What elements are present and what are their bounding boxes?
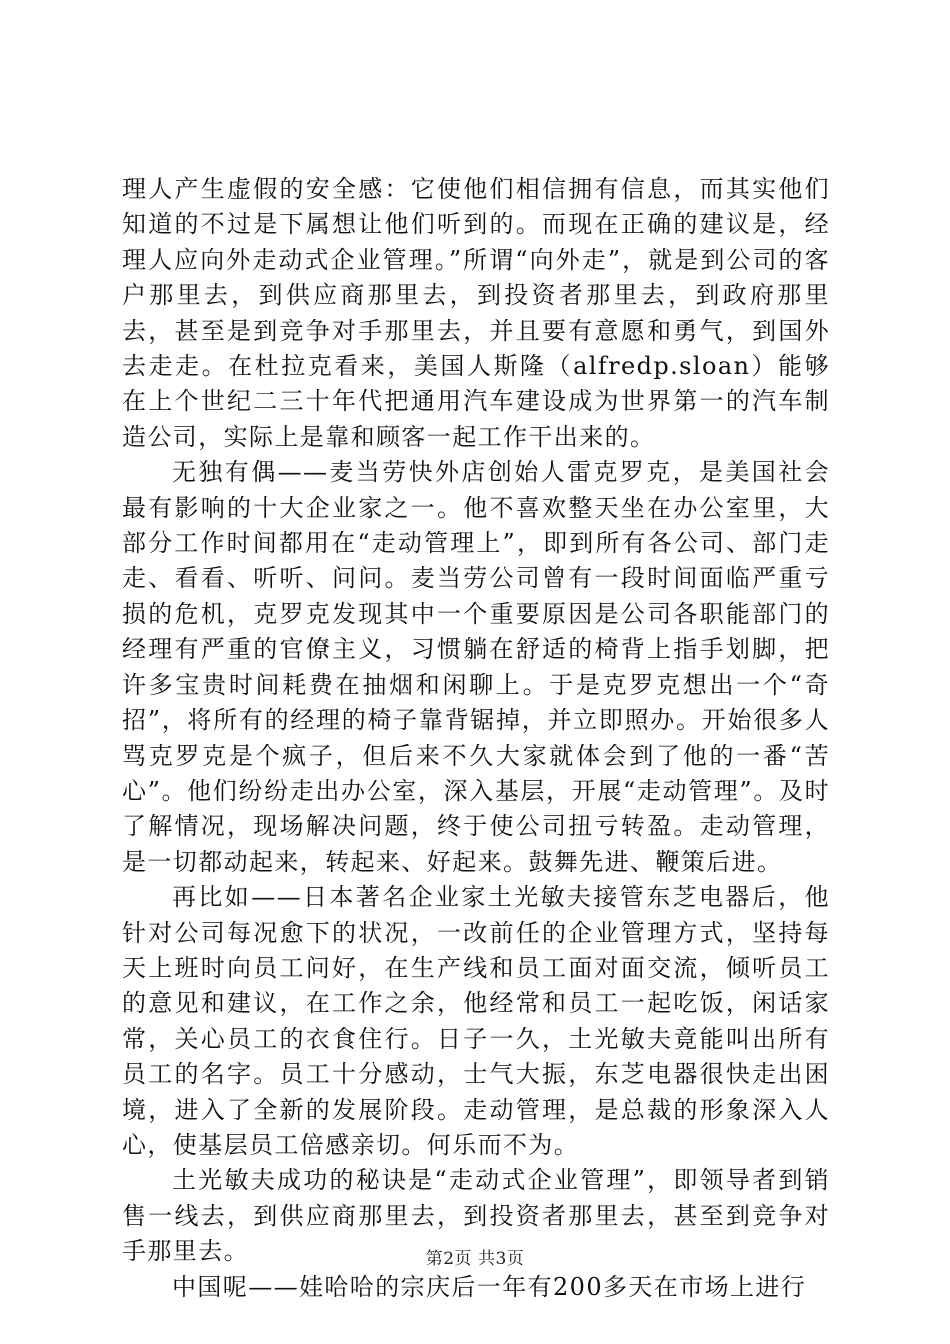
paragraph-1: 理人产生虚假的安全感：它使他们相信拥有信息，而其实他们知道的不过是下属想让他们听到的。而现在正确的建议是，经理人应向外走动式企业管理。”所谓“向外走”，就是到公司的客户那里去，到供应商那里去，到投资者那里去，到政府那里去，甚至是到竞争对手那里去，并且要有意愿和勇气，到国外去走走。在杜拉克看来，美国人斯隆（alfredp.sloan）能够在上个世纪二三十年代把通用汽车建设成为世界第一的汽车制造公司，实际上是靠和顾客一起工作干出来的。	[122, 175, 830, 451]
paragraph-5: 中国呢——娃哈哈的宗庆后一年有200多天在市场上进行	[172, 1272, 807, 1301]
document-body	[122, 172, 830, 1305]
page-number-footer: 第2页 共3页	[425, 1249, 525, 1269]
paragraph-2: 无独有偶——麦当劳快外店创始人雷克罗克，是美国社会最有影响的十大企业家之一。他不喜欢整天坐在办公室里，大部分工作时间都用在“走动管理上”，即到所有各公司、部门走走、看看、听听、问问。麦当劳公司曾有一段时间面临严重亏损的危机，克罗克发现其中一个重要原因是公司各职能部门的经理有严重的官僚主义，习惯躺在舒适的椅背上指手划脚，把许多宝贵时间耗费在抽烟和闲聊上。于是克罗克想出一个“奇招”，将所有的经理的椅子靠背锯掉，并立即照办。开始很多人骂克罗克是个疯子，但后来不久大家就体会到了他的一番“苦心”。他们纷纷走出办公室，深入基层，开展“走动管理”。及时了解情况，现场解决问题，终于使公司扭亏转盈。走动管理，是一切都动起来，转起来、好起来。鼓舞先进、鞭策后进。	[122, 458, 830, 876]
paragraph-3: 再比如——日本著名企业家土光敏夫接管东芝电器后，他针对公司每况愈下的状况，一改前任的企业管理方式，坚持每天上班时向员工问好，在生产线和员工面对面交流，倾听员工的意见和建议，在工作之余，他经常和员工一起吃饭，闲话家常，关心员工的衣食住行。日子一久，土光敏夫竟能叫出所有员工的名字。员工十分感动，士气大振，东芝电器很快走出困境，进入了全新的发展阶段。走动管理，是总裁的形象深入人心，使基层员工倍感亲切。何乐而不为。	[122, 883, 830, 1159]
paragraph-4: 土光敏夫成功的秘诀是“走动式企业管理”，即领导者到销售一线去，到供应商那里去，到投资者那里去，甚至到竞争对手那里去。	[122, 1166, 830, 1266]
